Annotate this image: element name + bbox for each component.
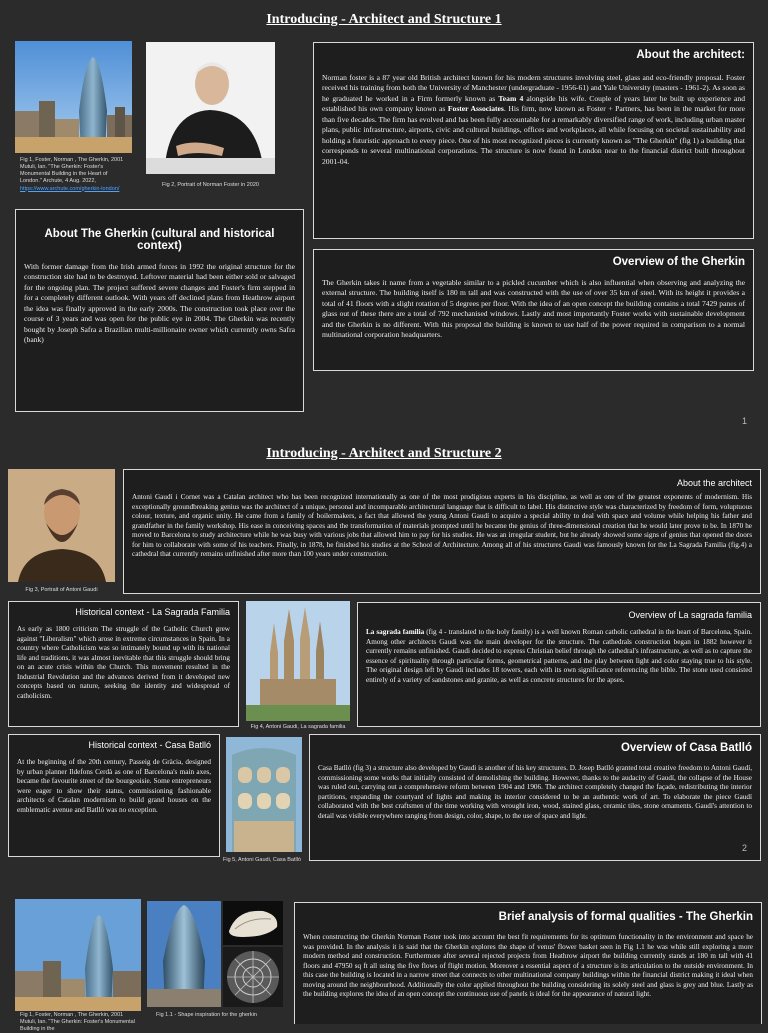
hist-batllo-text: At the beginning of the 20th century, Passeig de Gràcia, designed by urban planner Ildefons Cerdà as one of Barcelona's main axes, became the favourite street of the bourgeoisie. Some entrepreneurs were eager to show their status, commissioning fashionable architects of Catalan modernism to build grand houses on the emblematic avenue and Batlló was no exception. bbox=[17, 758, 211, 814]
hist-batllo-heading: Historical context - Casa Batlló bbox=[88, 740, 211, 750]
fig1-caption-2: Fig 1, Foster, Norman , The Gherkin, 2001 Mutuli, Ian. "The Gherkin: Foster's Monumental Building in the bbox=[20, 1012, 135, 1033]
slide2-title: Introducing - Architect and Structure 2 bbox=[266, 446, 502, 461]
brief-analysis-heading: Brief analysis of formal qualities - The Gherkin bbox=[498, 911, 753, 923]
fig5-caption: Fig 5, Antoni Gaudi, Casa Batlló bbox=[223, 857, 301, 863]
hist-batllo-panel bbox=[8, 734, 220, 857]
slide1-title: Introducing - Architect and Structure 1 bbox=[266, 12, 502, 27]
hist-sagrada-panel bbox=[8, 601, 239, 727]
about-architect-panel bbox=[313, 42, 754, 239]
about-gaudi-text: Antoni Gaudí i Cornet was a Catalan architect who has been recognized internationally as one of the most prodigious experts in his discipline, as well as one of the greatest exponents of modernism. His exceptionally groundbreaking genius was the architect of a unique, personal and incomparable architectural language that is difficult to label. His distinctive style was characterized by freedom of form, voluptuous colour, texture, and organic unity. He came from a family of boilermakers, a fact that allowed the young Antoni Gaudí to acquire a special ability to deal with space and volume while helping his father and grandfather in the family workshop. His ease in conceiving spaces and the transformation of materials prompted until he became the genius of three-dimensional creation that he would later prove to be. In 1870 he moved to Barcelona to study architecture while he was busy with various jobs that allowed him to pay for his studies. He was an irregular student, but he already showed some signs of genius that opened the doors for him to collaborate with some of his teachers. Finally, in 1878, he finished his studies at the School of Architecture. Among all of his structures Gaudi was famously known for the La Sagrada Familia (fig.4) a cathedral that currently remains unfinished after more than 100 years under construction. bbox=[132, 493, 752, 558]
about-gherkin-text: With former damage from the Irish armed forces in 1992 the original structure for the construction site had to be destroyed. Leftover material had been either sold or salvaged for the ongoing plan. The project suffered severe changes and Foster's firm stepped in for a completely different outlook. With years off declined plans from Heathrow airport the idea was finally approved in the early 2000s. The construction took place over the course of 3 years and was open for the public eye in 2004. The Gherkin was recently bought by Joseph Safra a Brazilian multi-millionaire owner which currently owns Safra (bank) bbox=[24, 262, 295, 345]
fig4-caption: Fig 4, Antoni Gaudi, La sagrada familia bbox=[250, 724, 346, 730]
brief-analysis-text: When constructing the Gherkin Norman Foster took into account the best fit requirements for its optimum functionality in the environment and space he was provided. In the analysis it is said that the Gherkin explores the shape of venus' flower basket seen in Fig 1.1 he was while still exploring a more modern method and construction. Furthermore after several rejected projects from Heathrow airport the building currently stands at 180 m tall with 41 floors and 47950 sq ft all using the five flows of flight motion. Moreover a essential aspect of a structure is its articulation to the outside environment. In this case the building is located in a narrow street that connects to other multinational company buildings within the financial district making it ideal when moving around the neighbourhood. Additionally the color applied throughout the building considering its solely steel and glass is grey and blue. Lastly as the building explores the idea of an open concept the continuous use of panels is ideal for the appearance of natural light. bbox=[303, 933, 753, 998]
about-gaudi-panel bbox=[123, 469, 761, 594]
overview-sagrada-panel bbox=[357, 602, 761, 727]
overview-gherkin-text: The Gherkin takes it name from a vegetable similar to a pickled cucumber which is also influential when observing and analyzing the external structure. The building itself is 180 m tall and was constructed with the use of over 35 km of steel. With its height it provides a total of 41 floors with a slight rotation of 5 degrees per floor. With the idea of an open concept the building contains a total 7429 panes of glass out of these there are a total of 792 mechanised windows. Lastly and most importantly Foster works with sustainable development and the Gherkin is no different. With this proposal the building is known to use half of the power required in comparison to a normal multinational corporation headquarters. bbox=[322, 278, 745, 340]
fig1-source-link[interactable]: https://www.archute.com/gherkin-london/ bbox=[20, 185, 120, 192]
fig11-caption: Fig 1.1 - Shape inspiration for the gherkin bbox=[156, 1012, 257, 1018]
antoni-gaudi-portrait bbox=[8, 469, 115, 582]
overview-gherkin-heading: Overview of the Gherkin bbox=[612, 256, 745, 268]
hist-sagrada-heading: Historical context - La Sagrada Familia bbox=[75, 607, 230, 617]
overview-sagrada-heading: Overview of La sagrada familia bbox=[628, 610, 752, 620]
sagrada-familia-photo bbox=[246, 601, 350, 721]
overview-batllo-heading: Overview of Casa Batlló bbox=[620, 742, 752, 754]
overview-batllo-panel bbox=[309, 734, 761, 861]
about-gherkin-panel bbox=[15, 209, 304, 412]
about-gherkin-heading: About The Gherkin (cultural and historical context) bbox=[44, 228, 275, 252]
fig3-caption: Fig 3, Portrait of Antoni Gaudi bbox=[25, 587, 98, 593]
gherkin-closeup-photo bbox=[147, 901, 221, 1007]
casa-batllo-photo bbox=[226, 737, 302, 852]
overview-gherkin-panel bbox=[313, 249, 754, 371]
page-number-2: 2 bbox=[742, 843, 748, 853]
lattice-structure-photo bbox=[223, 947, 283, 1007]
overview-batllo-text: Casa Batlló (fig 3) a structure also developed by Gaudi is another of his key structures. D. Josep Batlló granted total creative freedom to Antoni Gaudí, commissioning some works that initially consisted of demolishing the building. However, thanks to the audacity of Gaudí, the collapse of the House was ruled out, carrying out a comprehensive reform between 1904 and 1906. The architect completely changed the façade, redistributing the interior partitions, expanding the courtyard of lights and making its interior considered to be an authentic work of art. To elaborate the piece Gaudí collaborated with the best craftsmen of the time working with wrought iron, wood, stained glass, ceramic tiles, stone ornaments. Gaudí's attention to detail was visible everywhere ranging from design, color, shape, to the use of space and light. bbox=[318, 764, 752, 820]
norman-foster-portrait bbox=[146, 42, 275, 174]
fig2-caption: Fig 2, Portrait of Norman Foster in 2020 bbox=[162, 182, 259, 188]
about-architect-text: Norman foster is a 87 year old British architect known for his modern structures involving steel, glass and eco-friendly proposal. Foster received his training from both the University of Manchester (undergraduate - 1956-61) and Yale University (masters - 1961-2). As soon as he graduated he worked in a Firm formerly known as Team 4 alongside his wife. Couple of years later he built up experience and established his own company known as Foster Associates. His firm, now known as Foster + Partners, has been in the market for more than five decades. The firm has evolved and has been fully accountable for a remarkably diversified range of work, including urban master plans, public infrastructure, airports, civic and cultural buildings, offices and workplaces, all while focusing on societal sustainability and holding a futuristic approach to every piece. One of his most recognized pieces is currently known as "The Gherkin" (fig 1) a building that corresponds to several multinational corporations. The structure is now found in London near to the financial district built throughout 2001-04. bbox=[322, 73, 746, 166]
gherkin-photo-2 bbox=[15, 899, 141, 1011]
overview-sagrada-text: La sagrada familia (fig 4 - translated to the holy family) is a well known Roman catholic cathedral in the heart of Barcelona, Spain. Among other architects Gaudi was the main developer for the structure. The cathedrals construction began in 1882 however it currently remains unfinished. Gaudi decided to express Christian belief through the cathedral's infrastructure, as well as to capture the essence of spirituality through particular forms, geometrical patterns, and the play between light and color staying true to his style. The original design left by Gaudi includes 18 towers, each with its own significance referencing the bible. The stone used consisted entirely of a variety of sandstones and granite, as well as concrete structures for the apses. bbox=[366, 628, 752, 684]
fig1-caption: Fig 1, Foster, Norman , The Gherkin, 2001 Mutuli, Ian. "The Gherkin: Foster's Monumental Building in the Heart of London." Archute, 4 Aug. 2022, https://www.archute.com/gherkin-london/ bbox=[20, 157, 124, 192]
about-gaudi-heading: About the architect bbox=[676, 478, 752, 488]
gherkin-photo bbox=[15, 41, 132, 153]
venus-flower-basket-photo bbox=[223, 901, 283, 945]
hist-sagrada-text: As early as 1800 criticism The struggle of the Catholic Church grew against "Liberalism" which arose in extreme circumstances in Spain. In a country where Catholicism was so intimately bound up with its national life and traditions, it was almost inevitable that this struggle should bring on an acute crisis within the Church. This movement resulted in the Industrial Revolution and the advances derived from it developed new concepts based on nature, seeking the identity and widespread of catholicism. bbox=[17, 625, 230, 700]
brief-analysis-panel bbox=[294, 902, 762, 1024]
about-architect-heading: About the architect: bbox=[636, 49, 745, 61]
page-number-1: 1 bbox=[742, 416, 748, 426]
